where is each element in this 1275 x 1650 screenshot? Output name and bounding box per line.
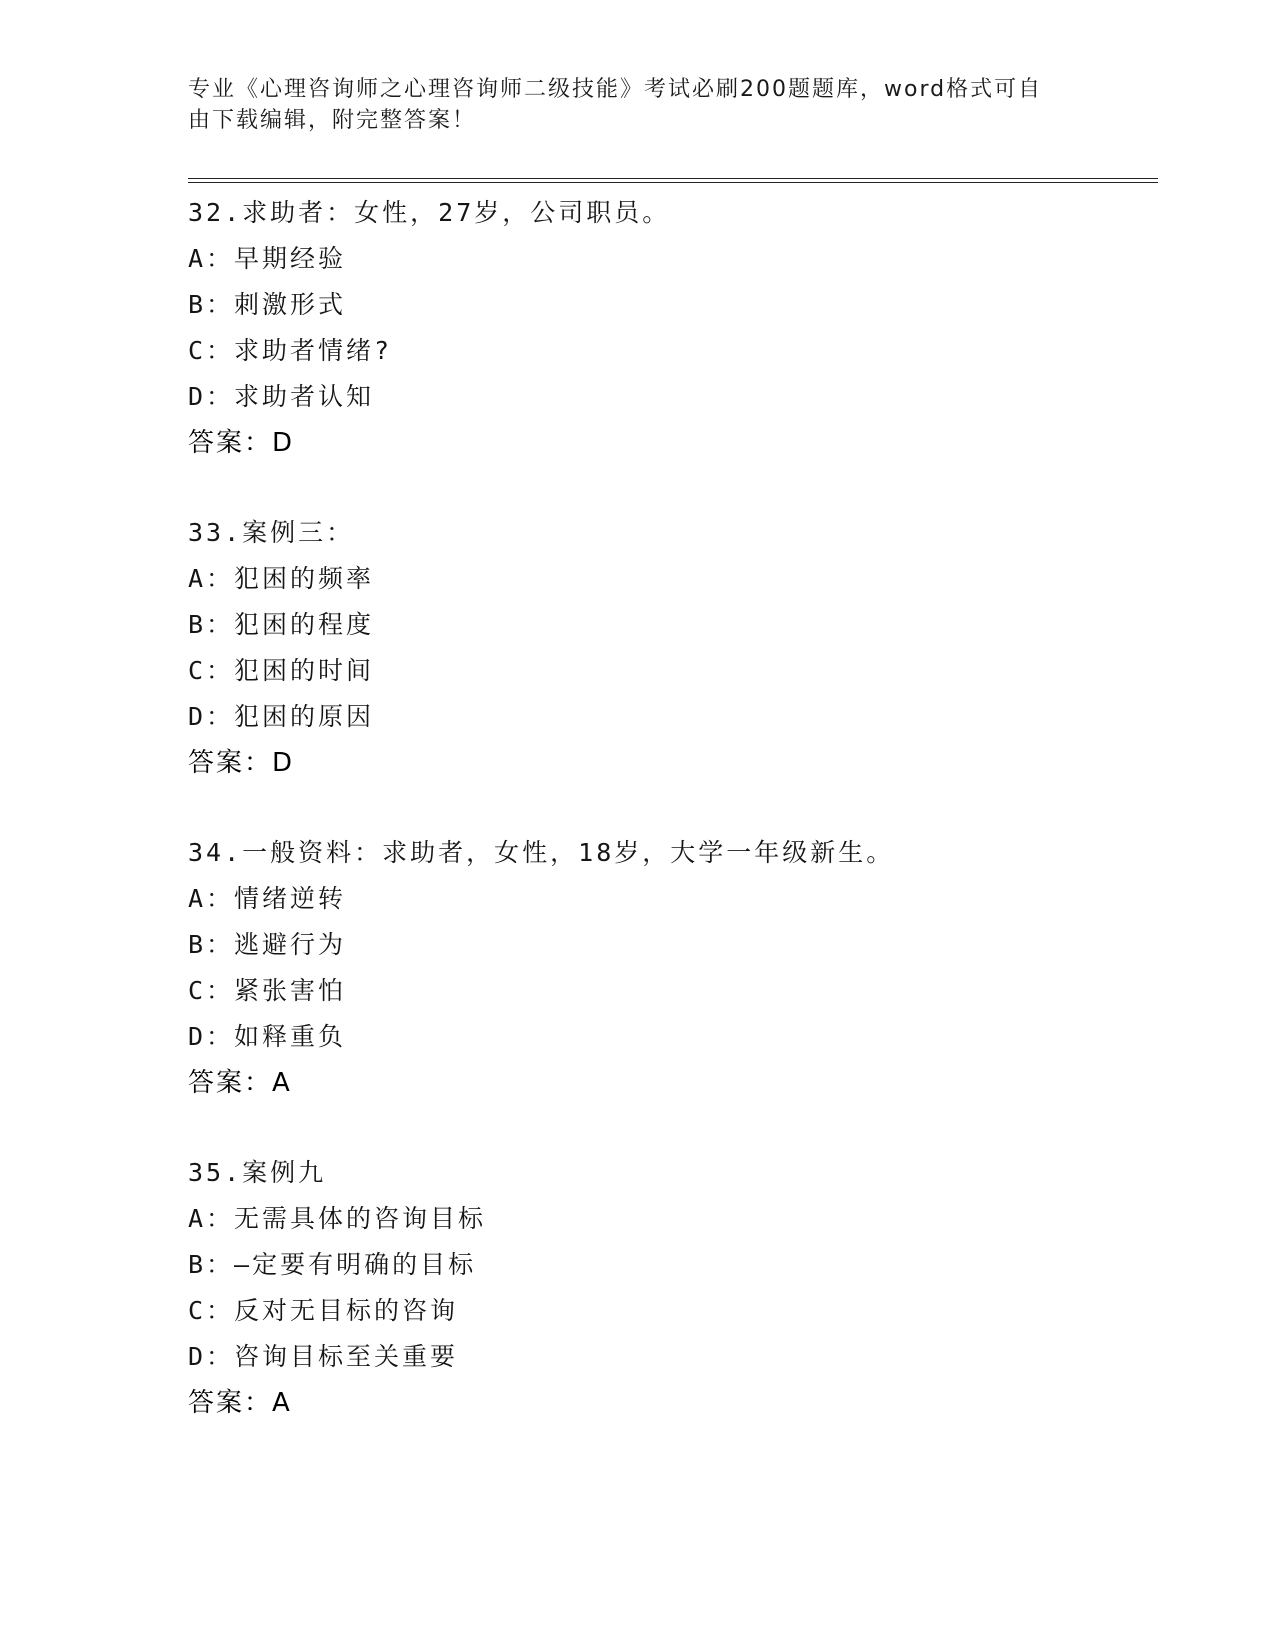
option-c: C：犯困的时间: [188, 656, 375, 685]
option-d: D：求助者认知: [188, 382, 375, 411]
question-33: [188, 510, 1148, 786]
answer-label: 答案：A: [188, 1388, 292, 1418]
header-line-1: 专业《心理咨询师之心理咨询师二级技能》考试必刷200题题库，word格式可自: [188, 77, 1043, 102]
answer-label: 答案：A: [188, 1068, 292, 1098]
answer-label: 答案：D: [188, 748, 295, 778]
header-divider-bottom: [188, 182, 1158, 183]
option-d: D：犯困的原因: [188, 702, 375, 731]
question-list: [188, 190, 1148, 1470]
header-divider-top: [188, 178, 1158, 179]
option-a: A：早期经验: [188, 244, 347, 273]
option-b: B：—定要有明确的目标: [188, 1250, 477, 1279]
question-stem: 32.求助者：女性，27岁，公司职员。: [188, 198, 671, 227]
question-stem: 35.案例九: [188, 1158, 327, 1187]
option-d: D：咨询目标至关重要: [188, 1342, 459, 1371]
option-b: B：犯困的程度: [188, 610, 375, 639]
option-a: A：无需具体的咨询目标: [188, 1204, 487, 1233]
question-stem: 33.案例三：: [188, 518, 355, 547]
answer-label: 答案：D: [188, 428, 295, 458]
question-35: [188, 1150, 1148, 1426]
option-d: D：如释重负: [188, 1022, 347, 1051]
question-stem: 34.一般资料：求助者，女性，18岁，大学一年级新生。: [188, 838, 895, 867]
option-a: A：犯困的频率: [188, 564, 375, 593]
option-b: B：刺激形式: [188, 290, 347, 319]
option-c: C：紧张害怕: [188, 976, 347, 1005]
question-34: [188, 830, 1148, 1106]
option-a: A：情绪逆转: [188, 884, 347, 913]
document-header: [188, 74, 1088, 136]
header-line-2: 由下载编辑，附完整答案！: [188, 108, 477, 133]
option-c: C：求助者情绪?: [188, 336, 393, 365]
option-c: C：反对无目标的咨询: [188, 1296, 459, 1325]
question-32: [188, 190, 1148, 466]
option-b: B：逃避行为: [188, 930, 347, 959]
